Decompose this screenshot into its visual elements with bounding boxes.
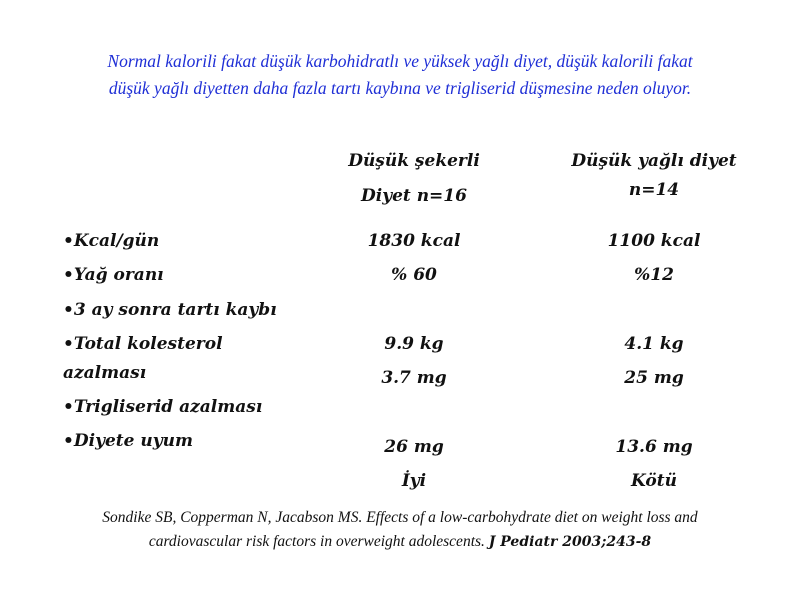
row-label-weight-loss: •3 ay sonra tartı kaybı	[63, 300, 277, 320]
row-label-triglyceride: •Trigliserid azalması	[63, 397, 263, 417]
low-fat-value-compliance: Kötü	[631, 471, 677, 491]
low-fat-value-cholesterol: 25 mg	[624, 368, 684, 388]
low-carb-value-kcal: 1830 kcal	[367, 231, 461, 251]
row-label-total-cholesterol: •Total kolesterol	[63, 334, 223, 354]
row-label-kcal: •Kcal/gün	[63, 231, 160, 251]
column-header-low-carb-line-2: Diyet n=16	[361, 186, 467, 206]
row-label-total-cholesterol-cont: azalması	[63, 363, 147, 383]
reference-line-2	[0, 533, 800, 551]
slide-title-line-1: Normal kalorili fakat düşük karbohidratlı ve yüksek yağlı diyet, düşük kalorili fakat	[107, 51, 693, 71]
low-fat-value-kcal: 1100 kcal	[607, 231, 701, 251]
reference-line-1: Sondike SB, Copperman N, Jacabson MS. Effects of a low-carbohydrate diet on weight loss and	[102, 509, 698, 526]
reference-journal: J Pediatr 2003;243-8	[488, 534, 652, 550]
low-carb-value-fat-ratio: % 60	[391, 265, 437, 285]
column-header-low-fat-line-2: n=14	[628, 180, 680, 200]
column-header-low-carb-line-1: Düşük şekerli	[348, 151, 480, 171]
low-fat-value-triglyceride: 13.6 mg	[615, 437, 693, 457]
low-carb-value-compliance: İyi	[401, 471, 427, 491]
low-carb-value-triglyceride: 26 mg	[384, 437, 444, 457]
column-header-low-fat-line-1: Düşük yağlı diyet	[571, 151, 737, 171]
row-label-fat-ratio: •Yağ oranı	[63, 265, 164, 285]
low-carb-value-weight-loss: 9.9 kg	[384, 334, 444, 354]
reference-text: cardiovascular risk factors in overweight adolescents.	[148, 533, 485, 550]
low-carb-value-cholesterol: 3.7 mg	[381, 368, 447, 388]
low-fat-value-weight-loss: 4.1 kg	[624, 334, 684, 354]
slide-title-line-2: düşük yağlı diyetten daha fazla tartı kaybına ve trigliserid düşmesine neden oluyor.	[108, 78, 692, 98]
low-fat-value-fat-ratio: %12	[634, 265, 674, 285]
row-label-diet-compliance: •Diyete uyum	[63, 431, 193, 451]
